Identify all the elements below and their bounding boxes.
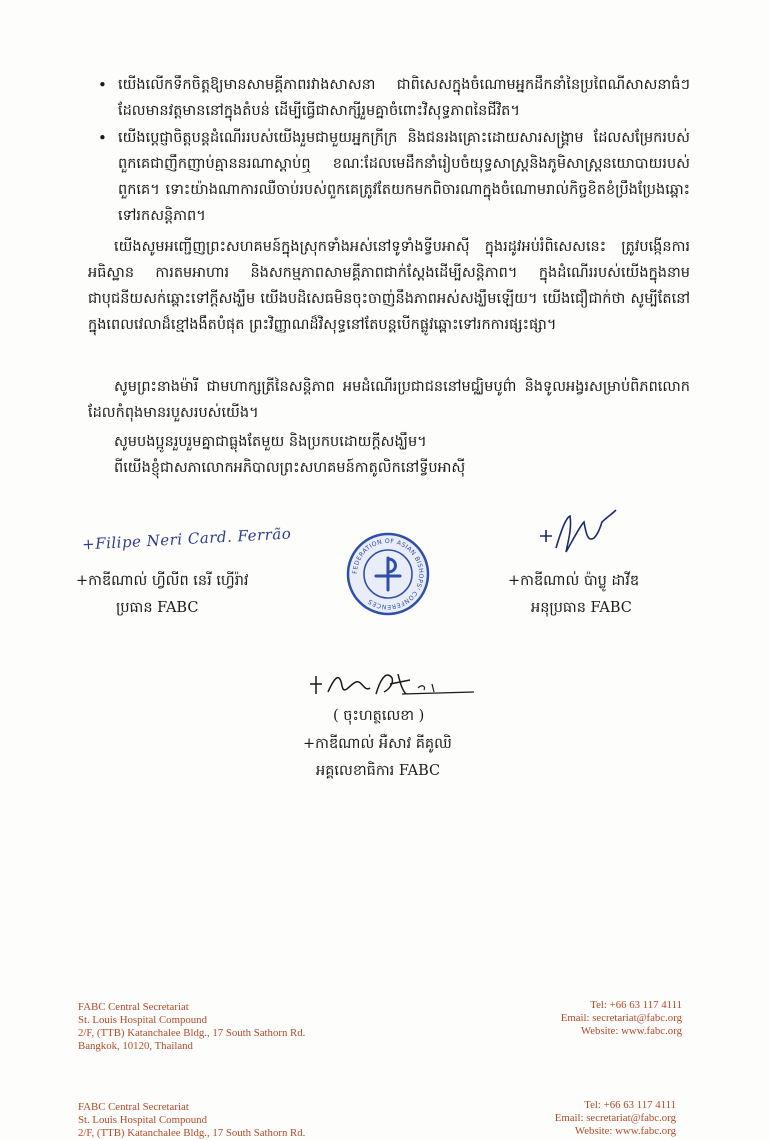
paragraph-from: ពីយើងខ្ញុំជាសភាលោកអភិបាលព្រះសហគមន៍កាតូលិកនៅទ្វីបអាស៊ី xyxy=(114,460,466,476)
footer-address-repeat xyxy=(78,1101,305,1140)
footer-phone: Tel: +66 63 117 4111 xyxy=(584,1099,676,1111)
footer-email: Email: secretariat@fabc.org xyxy=(560,1012,682,1024)
president-title: ប្រធាន FABC xyxy=(116,600,199,616)
paragraph-unity: សូមបងប្អូនរួបរួមគ្នាជាធ្លុងតែមួយ និងប្រកបដោយក្ដីសង្ឃឹម។ xyxy=(114,434,427,450)
vice-president-name: +កាឌីណាល់ ប៉ាប្លូ ដាវីឌ xyxy=(508,573,640,589)
footer-address-line: FABC Central Secretariat xyxy=(78,1001,189,1013)
vice-president-title: អនុប្រធាន FABC xyxy=(531,600,632,616)
footer-website: Website: www.fabc.org xyxy=(574,1125,676,1137)
footer-contact-repeat xyxy=(555,1099,676,1138)
paragraph-mary: សូមព្រះនាងម៉ារី ជាមហាក្សត្រីនៃសន្តិភាព អមដំណើរប្រជាជននៅមជ្ឈិមបូព៌ា និងទូលអង្វរសម្រាប់ពិភពលោកដែលកំពុងមានរបួសរបស់យើង។ xyxy=(88,379,690,421)
bullet-item: • យើងប្ដេជ្ញាចិត្តបន្តដំណើររបស់យើងរួមជាមួយអ្នកក្រីក្រ និងជនរងគ្រោះដោយសារសង្គ្រាម ដែលសម្រែករបស់ពួកគេជាញឹកញាប់គ្មាននរណាស្ដាប់ឮ ខណៈដែលមេដឹកនាំរៀបចំយុទ្ធសាស្ត្រនិងភូមិសាស្ត្រនយោបាយរបស់ពួកគេ។ ទោះយ៉ាងណាការឈឺចាប់របស់ពួកគេត្រូវតែយកមកពិចារណាក្នុងចំណោមរាល់កិច្ចខិតខំប្រឹងប្រែងឆ្ពោះទៅរកសន្តិភាព។ xyxy=(98,125,690,229)
footer-address-line: FABC Central Secretariat xyxy=(78,1101,189,1113)
seal-text: FEDERATION OF ASIAN BISHOPS' CONFERENCES xyxy=(351,537,425,611)
footer-address-line: 2/F, (TTB) Katanchalee Bldg., 17 South Sathorn Rd. xyxy=(78,1027,306,1039)
footer-address-line: St. Louis Hospital Compound xyxy=(78,1114,207,1126)
footer-address xyxy=(78,1001,305,1053)
fabc-seal xyxy=(346,532,430,616)
signature-vice-president xyxy=(536,508,620,564)
secretary-general-name: +កាឌីណាល់ អឺសាវ គីគូឈិ xyxy=(303,736,452,752)
footer-address-line: 2/F, (TTB) Katanchalee Bldg., 17 South Sathorn Rd. xyxy=(78,1127,306,1139)
bullet-item: • យើងលើកទឹកចិត្តឱ្យមានសាមគ្គីភាពរវាងសាសនា ជាពិសេសក្នុងចំណោមអ្នកដឹកនាំនៃប្រពៃណីសាសនាធំៗដែលមានវត្តមាននៅក្នុងតំបន់ ដើម្បីធ្វើជាសាក្សីរួមគ្នាចំពោះវិសុទ្ធភាពនៃជីវិត។ xyxy=(98,72,690,124)
signature-secretary-general xyxy=(306,670,478,704)
footer-address-line: Bangkok, 10120, Thailand xyxy=(78,1040,193,1052)
footer-website: Website: www.fabc.org xyxy=(580,1025,682,1037)
footer-email: Email: secretariat@fabc.org xyxy=(554,1112,676,1124)
president-name: +កាឌីណាល់ ហ្វីលីព នេរី ហ្វើរ៉ាវ xyxy=(76,573,249,589)
footer-phone: Tel: +66 63 117 4111 xyxy=(590,999,682,1011)
bullet-list xyxy=(98,72,690,230)
signed-note: ( ចុះហត្ថលេខា ) xyxy=(333,708,425,724)
paragraph-prayer-invitation: យើងសូមអញ្ជើញព្រះសហគមន៍ក្នុងស្រុកទាំងអស់នៅទូទាំងទ្វីបអាស៊ី ក្នុងរដូវអប់រំពិសេសនេះ ត្រូវបង្កើនការអធិស្ឋាន ការតមអាហារ និងសកម្មភាពសាមគ្គីភាពជាក់ស្ដែងដើម្បីសន្តិភាព។ ក្នុងដំណើររបស់យើងក្នុងនាមជាបុជនីយសក់ឆ្ពោះទៅក្ដីសង្ឃឹម យើងបដិសេធមិនចុះចាញ់នឹងភាពអស់សង្ឃឹមឡើយ។ យើងជឿជាក់ថា សូម្បីតែនៅក្នុងពេលវេលាដ៏ខ្មៅងងឹតបំផុត ព្រះវិញ្ញាណដ៏វិសុទ្ធនៅតែបន្តបើកផ្លូវឆ្ពោះទៅរកការផ្សះផ្សា។ xyxy=(88,239,690,333)
footer-contact xyxy=(561,999,682,1038)
signature-president: +Filipe Neri Card. Ferrão xyxy=(81,524,292,554)
footer-address-line: St. Louis Hospital Compound xyxy=(78,1014,207,1026)
secretary-general-title: អគ្គលេខាធិការ FABC xyxy=(316,763,441,779)
